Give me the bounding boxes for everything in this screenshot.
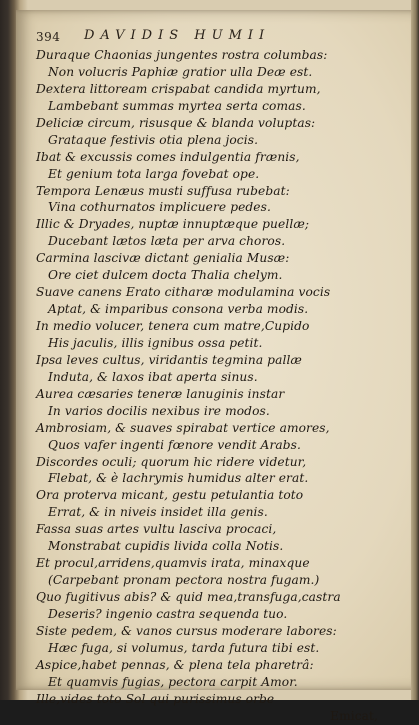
verse-line: Quos vafer ingenti fœnore vendit Arabs. [48,437,301,452]
verse-line: Ore ciet dulcem docta Thalia chelym. [48,268,283,283]
verse-line: Monstrabat cupidis livida colla Notis. [48,539,284,554]
verse-line: Et quamvis fugias, pectora carpit Amor. [48,674,298,689]
verse-line: Illic & Dryades, nuptæ innuptæque puellæ; [36,217,310,232]
verse-line: Grataque festivis otia plena jocis. [48,132,259,147]
verse-line: Fassa suas artes vultu lasciva procaci, [36,522,277,537]
verse-line: Dextera littoream crispabat candida myrtum, [36,81,321,96]
verse-line: Siste pedem, & vanos cursus moderare labores: [36,623,337,638]
verse-line: In varios docilis nexibus ire modos. [48,403,270,418]
verse-line: Deliciæ circum, risusque & blanda voluptas: [36,115,316,130]
verse-line: Et procul,arridens,quamvis irata, minaxque [36,556,310,571]
verse-line: Discordes oculi; quorum hic ridere videtur, [36,454,307,469]
verse-line: Suave canens Erato citharæ modulamina vocis [36,285,331,300]
verse-line: Deseris? ingenio castra sequenda tuo. [48,606,288,621]
verse-line: Ora proterva micant, gestu petulantia toto [36,488,304,503]
verse-line: Aspice,habet pennas, & plena tela pharetrâ: [36,657,314,672]
page-edge [411,0,419,700]
verse-line: Carmina lascivæ dictant genialia Musæ: [36,251,290,266]
verse-line: Ipsa leves cultus, viridantis tegmina pallæ [36,352,302,367]
verse-line: Induta, & laxos ibat aperta sinus. [48,369,258,384]
verse-line: Duraque Chaonias jungentes rostra columbas: [36,48,328,62]
page-header [36,28,382,46]
verse-line: Aurea cæsaries teneræ lanuginis instar [36,386,285,401]
verse-line: Ibat & excussis comes indulgentia frænis, [36,149,300,164]
verse-line: Ille,vides toto Sol qui purissimus orbe [36,691,275,706]
verse-line: Ducebant lætos læta per arva choros. [48,234,286,249]
verse-line: Ambrosiam, & suaves spirabat vertice amores, [36,420,330,435]
verse-line: Hæc fuga, si volumus, tarda futura tibi est. [48,640,320,655]
verse-body [36,47,386,725]
verse-line: In medio volucer, tenera cum matre,Cupido [36,319,310,333]
verse-line: Quo fugitivus abis? & quid mea,transfuga,castra [36,590,341,604]
verse-line: Errat, & in niveis insidet illa genis. [48,505,268,520]
page-number: 394 [36,30,61,44]
verse-line: His jaculis, illis ignibus ossa petit. [48,335,263,350]
verse-line: Non volucris Paphiæ gratior ulla Deæ est. [48,64,313,79]
running-head: DAVIDIS HUMII [84,28,271,43]
catchword: Emicat, [330,708,378,723]
verse-line: Et genium tota larga fovebat ope. [48,166,260,181]
verse-line: (Carpebant pronam pectora nostra fugam.) [48,573,320,588]
verse-line: Aptat, & imparibus consona verba modis. [48,302,309,317]
verse-line: Lambebant summas myrtea serta comas. [48,98,306,113]
verse-line: Flebat, & è lachrymis humidus alter erat. [48,471,309,486]
verse-line: Tempora Lenæus musti suffusa rubebat: [36,183,290,198]
verse-line: Vina cothurnatos implicuere pedes. [48,200,271,215]
